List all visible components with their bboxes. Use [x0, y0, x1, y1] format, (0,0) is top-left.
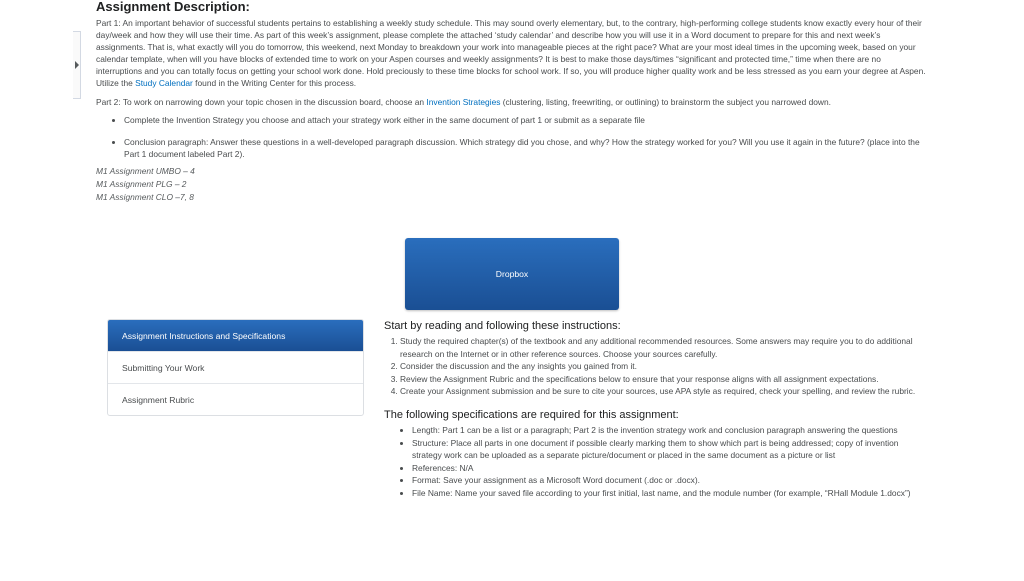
assignment-outcomes	[96, 165, 926, 204]
tab-assignment-instructions[interactable]: Assignment Instructions and Specifications	[108, 320, 363, 351]
side-panel-toggle[interactable]	[73, 31, 81, 99]
assignment-title: Assignment Description:	[96, 0, 250, 14]
list-item: • Complete the Invention Strategy you choose and attach your strategy work either in the same document of part 1 or submit as a separate file	[124, 114, 926, 126]
list-item: • File Name: Name your saved file according to your first initial, last name, and the module number (for example, “RHall Module 1.docx”)	[412, 487, 924, 500]
specifications-heading: The following specifications are required for this assignment:	[384, 408, 679, 421]
tab-assignment-rubric[interactable]: Assignment Rubric	[108, 383, 363, 415]
list-item: • Length: Part 1 can be a list or a paragraph; Part 2 is the invention strategy work and conclusion paragraph answering the questions	[412, 424, 924, 437]
outcome-line: M1 Assignment CLO –7, 8	[96, 191, 194, 202]
list-item: • Conclusion paragraph: Answer these questions in a well-developed paragraph discussion. Which strategy did you chose, and why? How the strategy worked for you? Will you use it again in the future? (place into the Part 1 document labeled Part 2).	[124, 136, 926, 160]
list-item: • References: N/A	[412, 462, 924, 475]
dropbox-button[interactable]: Dropbox	[405, 238, 619, 310]
outcome-line: M1 Assignment UMBO – 4	[96, 165, 195, 176]
invention-strategies-link[interactable]: Invention Strategies	[426, 96, 501, 107]
instructions-heading: Start by reading and following these instructions:	[384, 320, 621, 332]
list-item: 1. Study the required chapter(s) of the textbook and any additional recommended resources. Some answers may require you to do additional research on the Internet or in other reference sources. Choose your sources carefully.	[400, 335, 924, 360]
instruction-steps	[384, 335, 924, 398]
instructions-panel	[384, 320, 924, 500]
list-item: 4. Create your Assignment submission and be sure to cite your sources, use APA style as required, check your spelling, and review the rubric.	[400, 385, 924, 398]
study-calendar-link[interactable]: Study Calendar	[135, 78, 193, 89]
caret-right-icon	[75, 61, 79, 69]
outcome-line: M1 Assignment PLG – 2	[96, 178, 187, 189]
specification-list	[384, 424, 924, 500]
list-item: • Format: Save your assignment as a Microsoft Word document (.doc or .docx).	[412, 474, 924, 487]
part1-paragraph: Part 1: An important behavior of successful students pertains to establishing a weekly study schedule. This may sound overly elementary, but, to the contrary, high-performing college students know exactly every hour of their day/week and how they will use their time. As part of this week’s assignment, please complete the attached ‘study calendar’ and describe how you will use it in a Word document to prepare for this and next week’s assignments. That is, what exactly will you do tomorrow, this weekend, next Monday to breakdown your work into manageable pieces at the right pace? What are your most ideal times in the upcoming week, based on your calendar template, when will you have blocks of extended time to work on your Aspen courses and weekly assignments? It is best to make those days/times “significant and protected time,” time when there are no interruptions and you can totally focus on getting your school work done. Hold preciously to these time blocks for school work. If so, you will produce higher quality work and be less stressed as you earn your degree at Aspen. Utilize the Study Calendar found in the Writing Center for this process.	[96, 18, 926, 89]
part2-bullet-list	[96, 114, 926, 160]
list-item: 2. Consider the discussion and the any insights you gained from it.	[400, 360, 924, 373]
list-item: • Structure: Place all parts in one document if possible clearly marking them to show which part is being addressed; copy of invention strategy work can be uploaded as a separate picture/document or placed in the same document as a picture or list	[412, 437, 924, 462]
assignment-description	[96, 0, 926, 204]
part2-paragraph: Part 2: To work on narrowing down your topic chosen in the discussion board, choose an Invention Strategies (clustering, listing, freewriting, or outlining) to brainstorm the subject you narrowed down.	[96, 96, 831, 107]
tab-submitting-your-work[interactable]: Submitting Your Work	[108, 351, 363, 383]
instruction-tabs	[107, 319, 364, 416]
list-item: 3. Review the Assignment Rubric and the specifications below to ensure that your response aligns with all assignment expectations.	[400, 373, 924, 386]
